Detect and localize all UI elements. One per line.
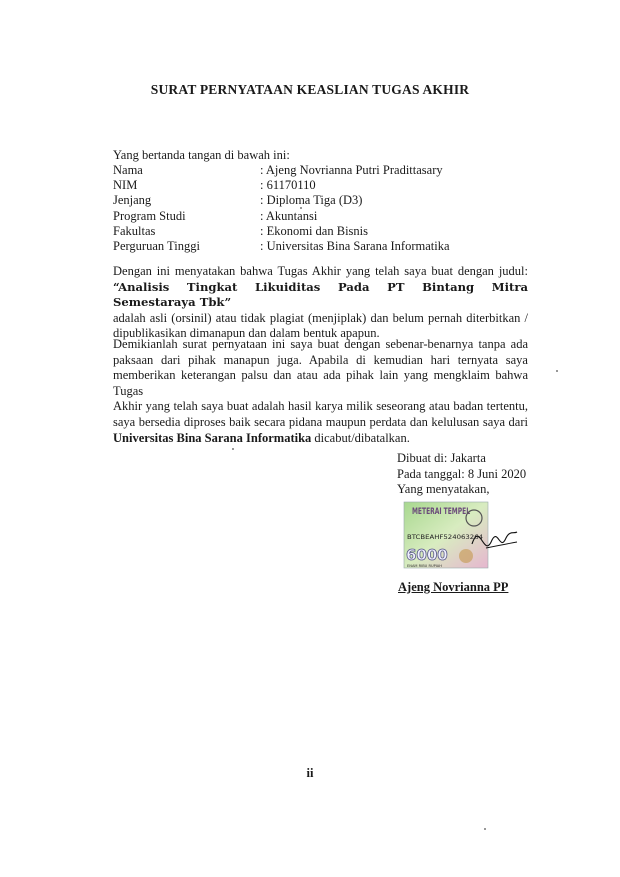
stamp-words: ENAM RIBU RUPIAH bbox=[407, 564, 442, 568]
scan-speck bbox=[556, 370, 558, 372]
scan-speck bbox=[232, 448, 234, 450]
stamp-code: BTCBEAHF524063264 bbox=[407, 533, 483, 541]
page-number: ii bbox=[306, 766, 314, 780]
intro-text: Yang bertanda tangan di bawah ini: bbox=[113, 148, 290, 162]
declaration-paragraph: Demikianlah surat pernyataan ini saya buat dengan sebenar-benarnya tanpa ada paksaan dari pihak manapun juga. Apabila di kemudian hari ternyata saya memberikan keterangan palsu dan atau ada pihak lain yang mengklaim bahwa Tugas Akhir yang telah saya buat adalah hasil karya milik seseorang atau badan tertentu, saya bersedia diproses baik secara pidana maupun perdata dan kelulusan saya dari Universitas Bina Sarana Informatika dicabut/dibatalkan. bbox=[113, 337, 528, 445]
field-fakultas: Fakultas : Ekonomi dan Bisnis bbox=[113, 223, 368, 238]
thesis-title: “Analisis Tingkat Likuiditas Pada PT Bintang Mitra Semestaraya Tbk” bbox=[113, 279, 528, 310]
meterai-stamp-icon bbox=[400, 500, 518, 572]
scan-speck bbox=[484, 828, 486, 830]
statement-paragraph: Dengan ini menyatakan bahwa Tugas Akhir yang telah saya buat dengan judul: “Analisis Tingkat Likuiditas Pada PT Bintang Mitra Semestaraya Tbk” adalah asli (orsinil) atau tidak plagiat (menjiplak) dan belum pernah diterbitkan / dipublikasikan dimanapun dan dalam bentuk apapun. bbox=[113, 264, 528, 341]
field-nama: Nama : Ajeng Novrianna Putri Pradittasary bbox=[113, 163, 443, 177]
identity-fields bbox=[113, 163, 450, 254]
stamp-value: 6000 bbox=[406, 546, 448, 564]
place-text: Dibuat di: Jakarta bbox=[397, 451, 486, 465]
field-nim: NIM : 61170110 bbox=[113, 178, 316, 193]
document-title: SURAT PERNYATAAN KEASLIAN TUGAS AKHIR bbox=[150, 82, 470, 97]
signer-name: Ajeng Novrianna PP bbox=[398, 580, 509, 594]
signature-block bbox=[397, 451, 526, 498]
university-name: Universitas Bina Sarana Informatika bbox=[113, 430, 312, 445]
closing-text: Yang menyatakan, bbox=[397, 482, 490, 497]
scan-speck bbox=[300, 207, 302, 209]
field-jenjang: Jenjang : Diploma Tiga (D3) bbox=[113, 193, 363, 208]
field-perguruan-tinggi: Perguruan Tinggi : Universitas Bina Sarana Informatika bbox=[113, 238, 450, 253]
date-text: Pada tanggal: 8 Juni 2020 bbox=[397, 466, 527, 481]
stamp-label: METERAI TEMPEL bbox=[412, 507, 471, 517]
field-program-studi: Program Studi : Akuntansi bbox=[113, 208, 318, 223]
